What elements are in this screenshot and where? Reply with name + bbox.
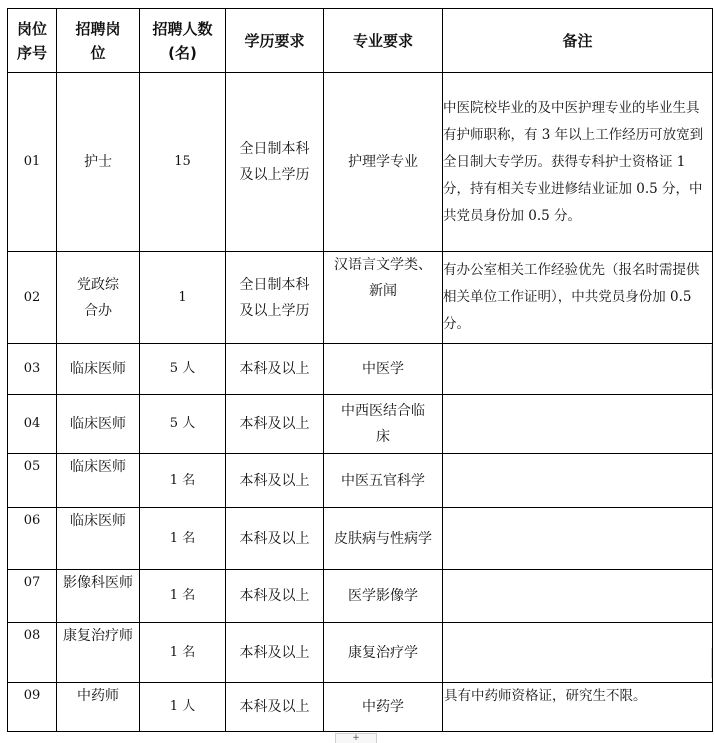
row-no: 06 — [8, 508, 57, 570]
row-remark — [443, 570, 713, 623]
edge-marker — [711, 345, 715, 389]
header-row — [8, 9, 713, 73]
row-no: 03 — [8, 344, 57, 395]
row-no: 05 — [8, 454, 57, 508]
row-education — [226, 252, 324, 344]
row-post: 康复治疗师 — [57, 623, 140, 683]
row-education — [226, 73, 324, 252]
row-education: 本科及以上 — [226, 570, 324, 623]
row-remark — [443, 623, 713, 683]
row-education: 本科及以上 — [226, 508, 324, 570]
header-post-text: 招聘岗 位 — [75, 19, 121, 62]
table-row — [8, 570, 713, 623]
row-count: 1 名 — [140, 508, 226, 570]
row-remark: 具有中药师资格证，研究生不限。 — [443, 683, 713, 732]
recruitment-table — [7, 8, 713, 732]
row-education: 本科及以上 — [226, 344, 324, 395]
row-post: 临床医师 — [57, 508, 140, 570]
row-count: 5 人 — [140, 395, 226, 454]
row-post: 临床医师 — [57, 454, 140, 508]
row-post: 中药师 — [57, 683, 140, 732]
header-post-no — [8, 9, 57, 73]
row-major-text: 中西医结合临 床 — [341, 403, 425, 445]
row-remark — [443, 454, 713, 508]
row-post: 临床医师 — [57, 344, 140, 395]
header-post — [57, 9, 140, 73]
table-row — [8, 508, 713, 570]
header-education — [226, 9, 324, 73]
header-major-text: 专业要求 — [352, 31, 413, 50]
row-remark — [443, 508, 713, 570]
row-education-text: 全日制本科 及以上学历 — [239, 276, 310, 319]
row-major: 护理学专业 — [324, 73, 443, 252]
row-no: 07 — [8, 570, 57, 623]
row-major-text: 汉语言文学类、 新闻 — [334, 257, 432, 299]
row-major: 皮肤病与性病学 — [324, 508, 443, 570]
header-count — [140, 9, 226, 73]
row-education-text: 全日制本科 及以上学历 — [239, 141, 310, 183]
row-post-text: 党政综 合办 — [77, 276, 119, 319]
row-remark — [443, 395, 713, 454]
row-count: 1 名 — [140, 570, 226, 623]
table-row — [8, 683, 713, 732]
row-education: 本科及以上 — [226, 395, 324, 454]
row-education: 本科及以上 — [226, 454, 324, 508]
row-post: 影像科医师 — [57, 570, 140, 623]
table-row — [8, 344, 713, 395]
row-post: 护士 — [57, 73, 140, 252]
row-remark — [443, 344, 713, 395]
header-count-text: 招聘人数 (名) — [152, 19, 213, 62]
row-major: 中药学 — [324, 683, 443, 732]
row-no: 08 — [8, 623, 57, 683]
row-count: 5 人 — [140, 344, 226, 395]
header-remark — [443, 9, 713, 73]
row-major: 医学影像学 — [324, 570, 443, 623]
row-count: 15 — [140, 73, 226, 252]
row-major: 中医五官科学 — [324, 454, 443, 508]
header-post-no-text: 岗位 序号 — [16, 19, 47, 62]
row-no: 09 — [8, 683, 57, 732]
row-count: 1 — [140, 252, 226, 344]
row-remark: 有办公室相关工作经验优先（报名时需提供相关单位工作证明），中共党员身份加 0.5 分。 — [443, 252, 713, 344]
table-row — [8, 454, 713, 508]
table-row — [8, 395, 713, 454]
header-education-text: 学历要求 — [244, 31, 305, 50]
row-remark: 中医院校毕业的及中医护理专业的毕业生具有护师职称，有 3 年以上工作经历可放宽到全日制大专学历。获得专科护士资格证 1 分，持有相关专业进修结业证加 0.5 分，中共党员身份加 0.5 分。 — [443, 73, 713, 252]
header-major — [324, 9, 443, 73]
table-row — [8, 73, 713, 252]
row-post — [57, 252, 140, 344]
table-handle-glyph: + — [352, 733, 360, 743]
row-education: 本科及以上 — [226, 623, 324, 683]
row-count: 1 名 — [140, 623, 226, 683]
row-major — [324, 395, 443, 454]
header-remark-text: 备注 — [562, 31, 593, 50]
row-count: 1 人 — [140, 683, 226, 732]
table-row — [8, 623, 713, 683]
edge-marker — [711, 648, 715, 678]
row-no: 02 — [8, 252, 57, 344]
row-major: 中医学 — [324, 344, 443, 395]
row-no: 04 — [8, 395, 57, 454]
row-major: 康复治疗学 — [324, 623, 443, 683]
table-row — [8, 252, 713, 344]
row-post: 临床医师 — [57, 395, 140, 454]
row-education: 本科及以上 — [226, 683, 324, 732]
row-no: 01 — [8, 73, 57, 252]
row-count: 1 名 — [140, 454, 226, 508]
row-major — [324, 252, 443, 344]
